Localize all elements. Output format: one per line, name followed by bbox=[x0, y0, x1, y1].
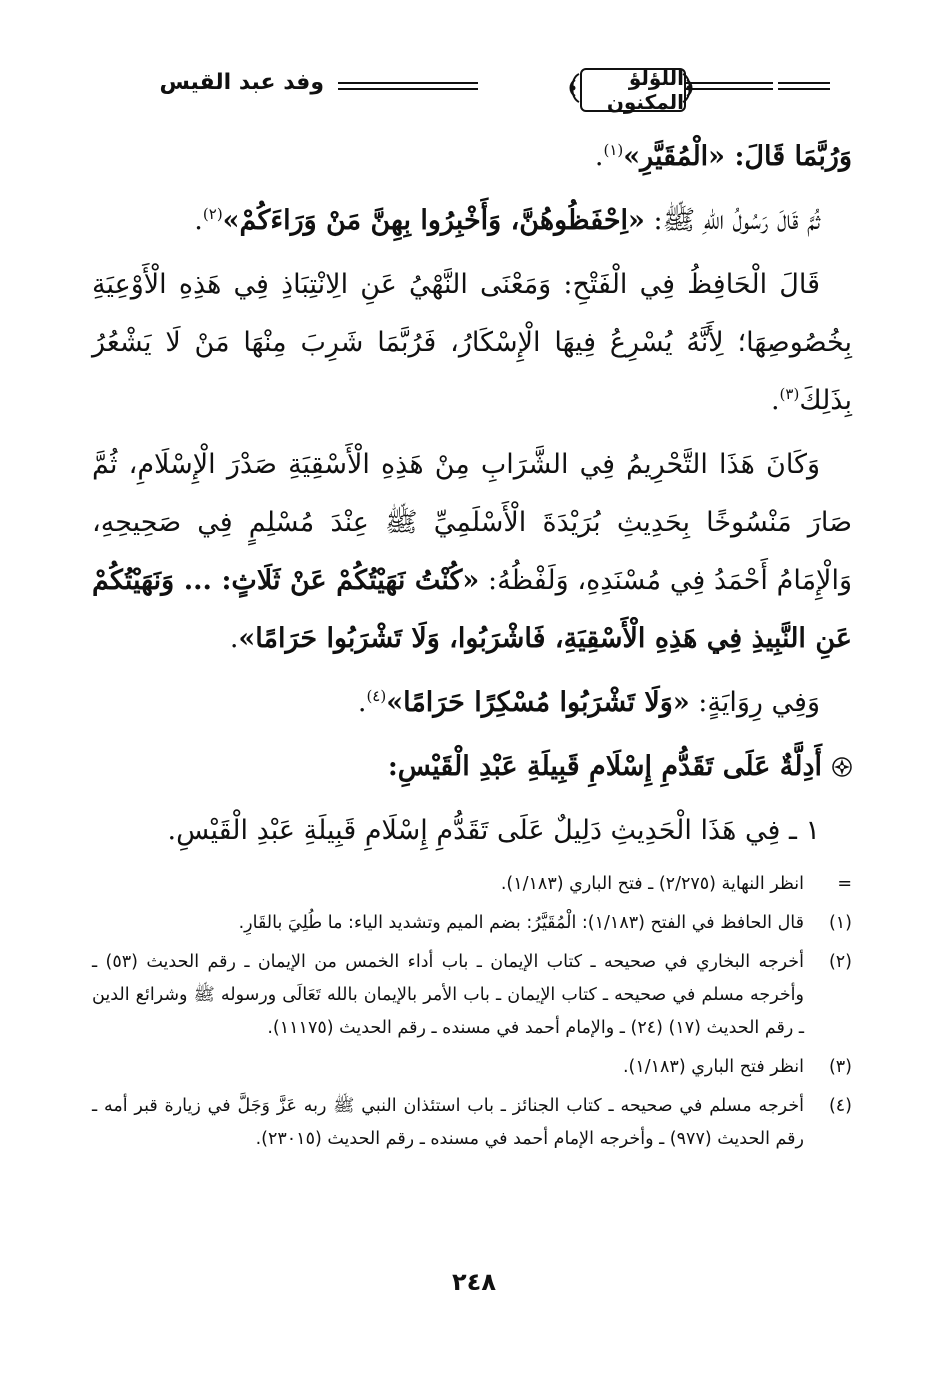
footnote-text: أخرجه البخاري في صحيحه ـ كتاب الإيمان ـ باب أداء الخمس من الإيمان ـ رقم الحديث (٥٣) ـ وأخرجه مسلم في صحيحه ـ كتاب الإيمان ـ باب الأمر بالإيمان بالله تَعَالَى ورسوله ﷺ وشرائع الدين ـ رقم الحديث (١٧) (٢٤) ـ والإمام أحمد في مسنده ـ رقم الحديث (١١١٧٥). bbox=[92, 952, 804, 1038]
paragraph-1 bbox=[92, 128, 852, 186]
p2-end: . bbox=[194, 205, 203, 236]
book-title: اللؤلؤ المكنون bbox=[580, 68, 686, 112]
footnote-ref-4: (٤) bbox=[366, 687, 387, 705]
page-header bbox=[78, 52, 828, 128]
p3-end: . bbox=[770, 385, 780, 416]
footnote-4 bbox=[92, 1090, 852, 1156]
book-title-cartouche bbox=[566, 58, 696, 118]
p3-text: قَالَ الْحَافِظُ فِي الْفَتْحِ: وَمَعْنَى النَّهْيُ عَنِ الِانْتِبَاذِ فِي هَذِهِ الْأَوْعِيَةِ بِخُصُوصِهَا؛ لِأَنَّهُ يُسْرِعُ فِيهَا الْإِسْكَارُ، فَرُبَّمَا شَرِبَ مِنْهَا مَنْ لَا يَشْعُرُ بِذَلِكَ bbox=[92, 269, 852, 416]
list-item-1 bbox=[92, 802, 852, 860]
main-text bbox=[92, 128, 852, 866]
footnote-number: (٢) bbox=[828, 952, 852, 972]
chapter-title: وفد عبد القيس bbox=[159, 70, 324, 95]
footnote-text: انظر النهاية (٢/٢٧٥) ـ فتح الباري (١/١٨٣). bbox=[500, 874, 804, 894]
footnote-ref-3: (٣) bbox=[779, 385, 800, 403]
section-heading-text: أَدِلَّةٌ عَلَى تَقَدُّمِ إِسْلَامِ قَبِيلَةِ عَبْدِ الْقَيْسِ: bbox=[387, 751, 822, 782]
footnote-3 bbox=[92, 1051, 852, 1084]
section-heading bbox=[92, 738, 852, 796]
p5-end: . bbox=[357, 687, 367, 718]
footnote-number: (١) bbox=[828, 913, 852, 933]
footnote-ref-2: (٢) bbox=[202, 205, 223, 223]
flower-ornament-icon bbox=[832, 757, 852, 777]
footnote-text: قال الحافظ في الفتح (١/١٨٣): الْمُقَيَّرُ: بضم الميم وتشديد الياء: ما طُلِيَ بالقَارِ. bbox=[238, 913, 804, 933]
p4-quote: «كُنْتُ نَهَيْتُكُمْ عَنْ ثَلَاثٍ: ... وَنَهَيْتُكُمْ عَنِ النَّبِيذِ فِي هَذِهِ الْأَسْقِيَةِ، فَاشْرَبُوا، وَلَا تَشْرَبُوا حَرَامًا» bbox=[92, 565, 852, 654]
footnote-marker: = bbox=[837, 874, 852, 894]
header-rule-right-end bbox=[778, 82, 830, 90]
p2-quote: «اِحْفَظُوهُنَّ، وَأَخْبِرُوا بِهِنَّ مَنْ وَرَاءَكُمْ» bbox=[222, 205, 645, 236]
list-item-1-text: ١ ـ فِي هَذَا الْحَدِيثِ دَلِيلٌ عَلَى تَقَدُّمِ إِسْلَامِ قَبِيلَةِ عَبْدِ الْقَيْسِ. bbox=[167, 815, 820, 846]
p5-intro: وَفِي رِوَايَةٍ: bbox=[689, 687, 820, 718]
footnote-1 bbox=[92, 907, 852, 940]
paragraph-3 bbox=[92, 256, 852, 430]
p5-quote: «وَلَا تَشْرَبُوا مُسْكِرًا حَرَامًا» bbox=[386, 687, 690, 718]
p1-text: وَرُبَّمَا قَالَ: «الْمُقَيَّرِ» bbox=[623, 141, 852, 172]
p1-end: . bbox=[594, 141, 604, 172]
footnote-ref-1: (١) bbox=[603, 141, 624, 159]
page-number: ٢٤٨ bbox=[452, 1268, 496, 1296]
p2-intro: ثُمَّ قَالَ رَسُولُ اللهِ ﷺ: bbox=[644, 205, 820, 236]
footnotes bbox=[92, 868, 852, 1162]
footnote-continued bbox=[92, 868, 852, 901]
footnote-2 bbox=[92, 946, 852, 1045]
footnote-text: أخرجه مسلم في صحيحه ـ كتاب الجنائز ـ باب استئذان النبي ﷺ ربه عَزَّ وَجَلَّ في زيارة قبر أمه ـ رقم الحديث (٩٧٧) ـ وأخرجه الإمام أحمد في مسنده ـ رقم الحديث (٢٣٠١٥). bbox=[92, 1096, 804, 1149]
paragraph-4 bbox=[92, 436, 852, 668]
p4-text: وَكَانَ هَذَا التَّحْرِيمُ فِي الشَّرَابِ مِنْ هَذِهِ الْأَسْقِيَةِ صَدْرَ الْإِسْلَامِ، ثُمَّ صَارَ مَنْسُوخًا بِحَدِيثِ بُرَيْدَةَ الْأَسْلَمِيِّ ﷺ عِنْدَ مُسْلِمٍ فِي صَحِيحِهِ، وَالْإِمَامُ أَحْمَدُ فِي مُسْنَدِهِ، وَلَفْظُهُ: bbox=[92, 449, 852, 596]
footnote-number: (٣) bbox=[828, 1057, 852, 1077]
paragraph-5 bbox=[92, 674, 852, 732]
footnote-number: (٤) bbox=[828, 1096, 852, 1116]
header-rule-left bbox=[338, 82, 478, 90]
footnote-text: انظر فتح الباري (١/١٨٣). bbox=[622, 1057, 804, 1077]
paragraph-2 bbox=[92, 192, 852, 250]
ornament-right-icon bbox=[682, 72, 696, 104]
ornament-left-icon bbox=[566, 72, 580, 104]
p4-end: . bbox=[229, 623, 239, 654]
